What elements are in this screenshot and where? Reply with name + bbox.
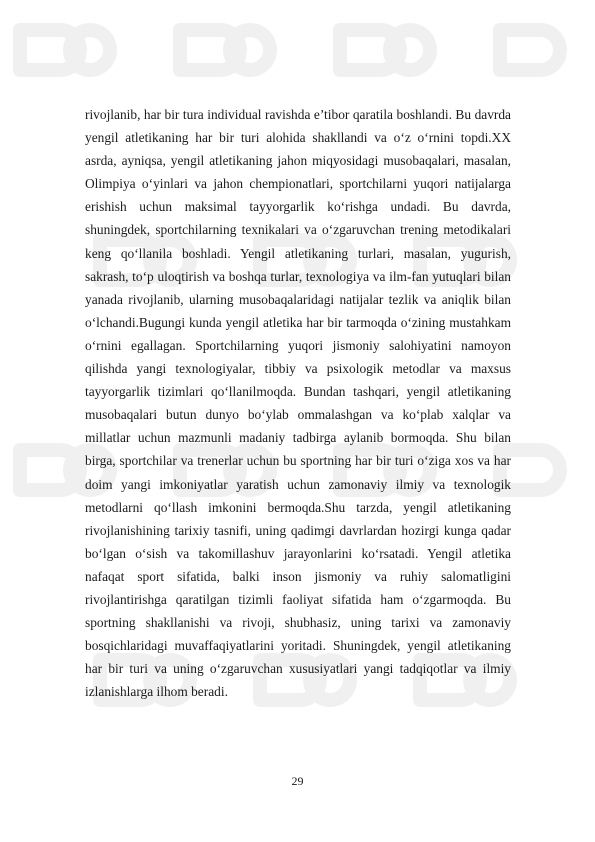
body-paragraph: rivojlanib, har bir tura individual ravishda e’tibor qaratila boshlandi. Bu davrda yengil atletikaning har bir turi alohida shakllandi va o‘z o‘rnini topdi.XX asrda, ayniqsa, yengil atletikaning jahon miqyosidagi musobaqalari, masalan, Olimpiya o‘yinlari va jahon chempionatlari, sportchilarni yuqori natijalarga erishish uchun maksimal tayyorgarlik ko‘rishga undadi. Bu davrda, shuningdek, sportchilarning texnikalari va o‘zgaruvchan trening metodikalari keng qo‘llanila boshladi. Yengil atletikaning turlari, masalan, yugurish, sakrash, to‘p uloqtirish va boshqa turlar, texnologiya va ilm-fan yutuqlari bilan yanada rivojlanib, ularning musobaqalaridagi natijalar tezlik va aniqlik bilan o‘lchandi.Bugungi kunda yengil atletika har bir tarmoqda o‘zining mustahkam o‘rnini egallagan. Sportchilarning yuqori jismoniy salohiyatini namoyon qilishda yangi texnologiyalar, tibbiy va psixologik metodlar va maxsus tayyorgarlik tizimlari qo‘llanilmoqda. Bundan tashqari, yengil atletikaning musobaqalari butun dunyo bo‘ylab ommalashgan va ko‘plab xalqlar va millatlar uchun mazmunli madaniy tadbirga aylanib bormoqda. Shu bilan birga, sportchilar va trenerlar uchun bu sportning har bir turi o‘ziga xos va har doim yangi imkoniyatlar yaratish uchun zamonaviy ilmiy va texnologik metodlarni qo‘llash imkonini bermoqda.Shu tarzda, yengil atletikaning rivojlanishining tarixiy tasnifi, uning qadimgi davrlardan hozirgi kunga qadar bo‘lgan o‘sish va takomillashuv jarayonlarini ko‘rsatadi. Yengil atletika nafaqat sport sifatida, balki inson jismoniy va ruhiy salomatligini rivojlantirishga qaratilgan tizimli faoliyat sifatida ham o‘zgarmoqda. Bu sportning shakllanishi va rivoji, shubhasiz, uning tarixi va zamonaviy bosqichlaridagi muvaffaqiyatlarini yoritadi. Shuningdek, yengil atletikaning har bir turi va uning o‘zgaruvchan xususiyatlari yangi tadqiqotlar va ilmiy izlanishlarga ilhom beradi. xyxy=(85,107,511,700)
page-number: 29 xyxy=(291,774,304,788)
